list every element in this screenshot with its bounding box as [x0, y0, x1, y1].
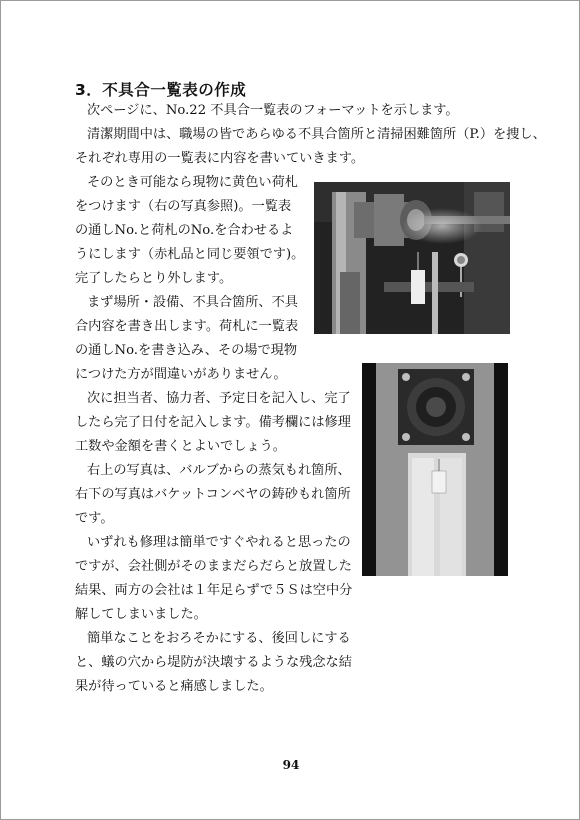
body-line: そのとき可能なら現物に黄色い荷札 [87, 175, 298, 190]
page-number: 94 [282, 758, 300, 772]
body-line: 右上の写真は、バルブからの蒸気もれ箇所、 [87, 463, 351, 478]
body-line: いずれも修理は簡単ですぐやれると思ったの [87, 535, 351, 550]
body-line: したら完了日付を記入します。備考欄には修理 [75, 415, 351, 430]
body-line: 次に担当者、協力者、予定日を記入し、完了 [87, 391, 351, 406]
body-line: 簡単なことをおろそかにする、後回しにする [87, 631, 351, 646]
body-line: 完了したらとり外します。 [75, 271, 233, 286]
body-line: まず場所・設備、不具合箇所、不具 [87, 295, 298, 310]
body-line: と、蟻の穴から堤防が決壊するような残念な結 [75, 655, 352, 670]
body-line: 合内容を書き出します。荷札に一覧表 [75, 319, 299, 334]
bucket-conveyor-sand-leak-photo [362, 363, 508, 576]
body-line: 解してしまいました。 [75, 607, 207, 622]
body-line: ですが、会社側がそのままだらだらと放置した [75, 559, 352, 574]
body-line: それぞれ専用の一覧表に内容を書いていきます。 [75, 151, 365, 166]
body-line: 右下の写真はバケットコンベヤの鋳砂もれ箇所 [75, 487, 351, 502]
body-line: の通しNo.と荷札のNo.を合わせるよ [75, 223, 294, 238]
body-line: 清潔期間中は、職場の皆であらゆる不具合箇所と清掃困難箇所（P.）を捜し、 [87, 127, 546, 142]
body-line: 次ページに、No.22 不具合一覧表のフォーマットを示します。 [87, 103, 459, 118]
body-line: 果が待っていると痛感しました。 [75, 679, 273, 694]
body-line: 工数や金額を書くとよいでしょう。 [75, 439, 286, 454]
body-line: 結果、両方の会社は１年足らずで５Ｓは空中分 [75, 583, 353, 598]
body-line: をつけます（右の写真参照)。一覧表 [75, 199, 292, 214]
body-line: につけた方が間違いがありません。 [75, 367, 287, 382]
body-line: の通しNo.を書き込み、その場で現物 [75, 343, 298, 358]
valve-steam-leak-photo [314, 182, 510, 334]
section-heading: 3．不具合一覧表の作成 [75, 81, 247, 99]
body-line: うにします（赤札品と同じ要領です)。 [75, 247, 305, 262]
body-line: です。 [75, 511, 114, 526]
